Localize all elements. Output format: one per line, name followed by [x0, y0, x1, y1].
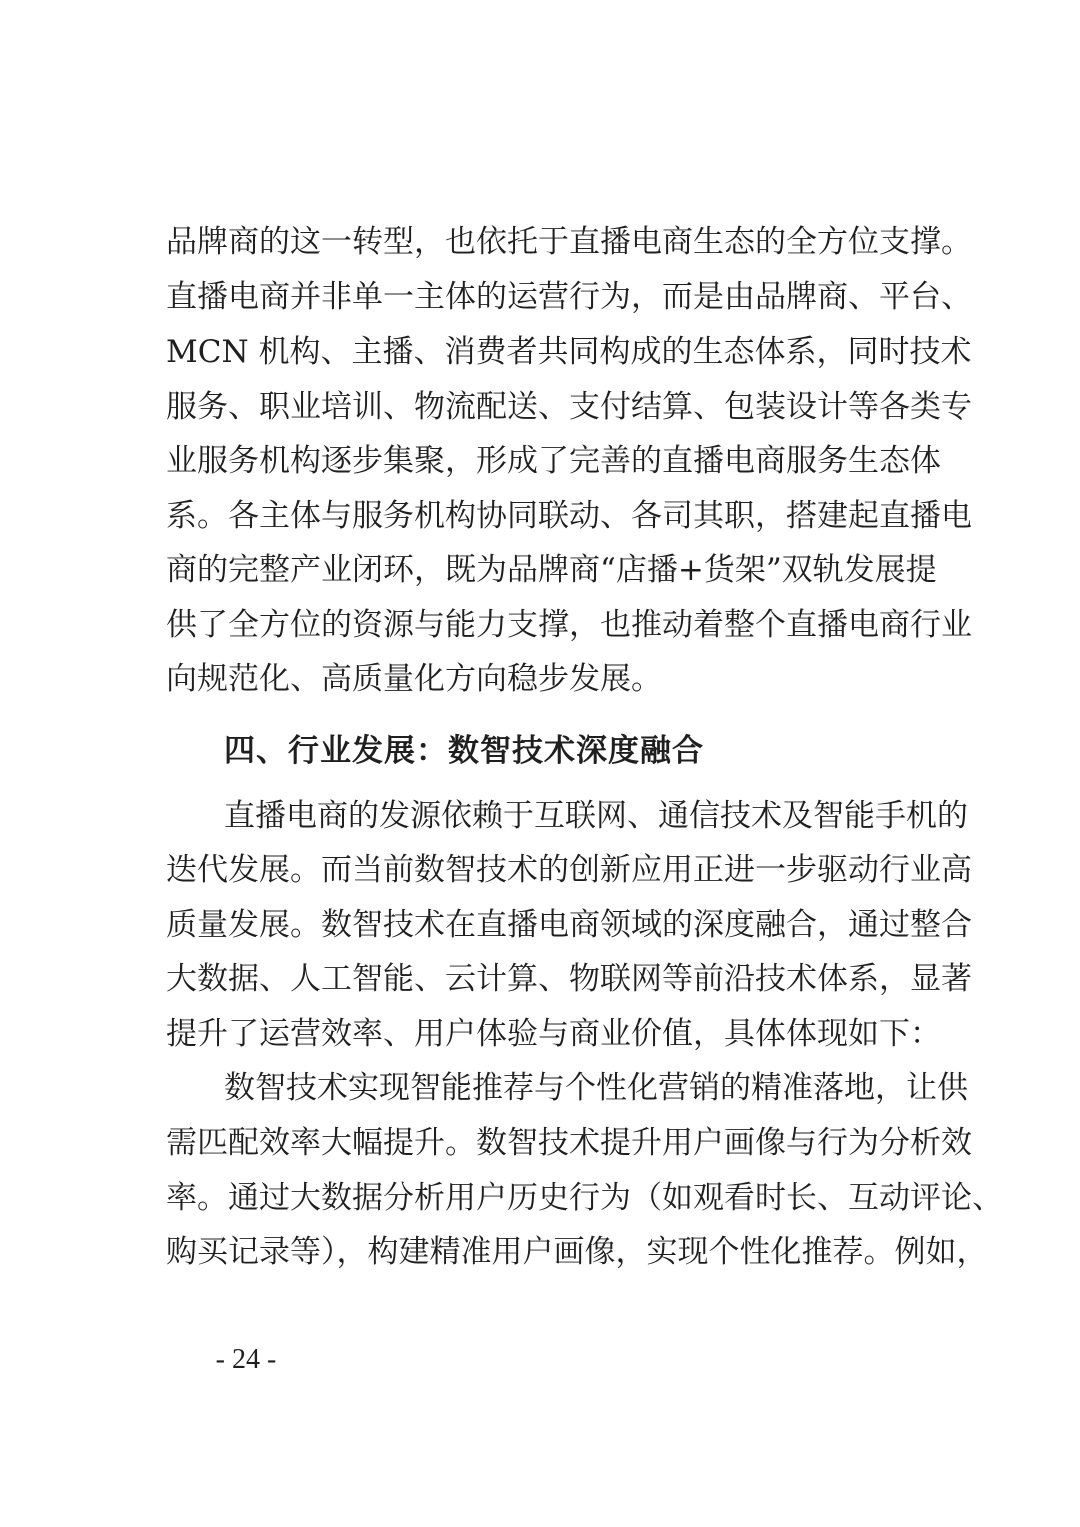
paragraph-3-line-3: 率。通过大数据分析用户历史行为（如观看时长、互动评论、: [166, 1180, 1003, 1216]
page-number: - 24 -: [215, 1344, 277, 1375]
section-heading: 四、行业发展：数智技术深度融合: [224, 733, 704, 769]
paragraph-1-line-5: 业服务机构逐步集聚，形成了完善的直播电商服务生态体: [166, 443, 941, 479]
paragraph-2-line-1: 直播电商的发源依赖于互联网、通信技术及智能手机的: [224, 798, 968, 834]
paragraph-2-line-5: 提升了运营效率、用户体验与商业价值，具体体现如下：: [166, 1016, 941, 1052]
paragraph-2-line-2: 迭代发展。而当前数智技术的创新应用正进一步驱动行业高: [166, 852, 972, 888]
paragraph-1-line-9: 向规范化、高质量化方向稳步发展。: [166, 661, 662, 697]
paragraph-1-line-4: 服务、职业培训、物流配送、支付结算、包装设计等各类专: [166, 389, 972, 425]
paragraph-1-line-2: 直播电商并非单一主体的运营行为，而是由品牌商、平台、: [166, 279, 972, 315]
paragraph-1-line-6: 系。各主体与服务机构协同联动、各司其职，搭建起直播电: [166, 498, 972, 534]
paragraph-1-line-8: 供了全方位的资源与能力支撑，也推动着整个直播电商行业: [166, 607, 972, 643]
paragraph-2-line-3: 质量发展。数智技术在直播电商领域的深度融合，通过整合: [166, 907, 972, 943]
paragraph-1-line-7: 商的完整产业闭环，既为品牌商“店播+货架”双轨发展提: [166, 552, 937, 588]
paragraph-1-line-3: MCN 机构、主播、消费者共同构成的生态体系，同时技术: [166, 334, 972, 370]
paragraph-3-line-1: 数智技术实现智能推荐与个性化营销的精准落地，让供: [224, 1070, 968, 1106]
paragraph-3-line-2: 需匹配效率大幅提升。数智技术提升用户画像与行为分析效: [166, 1125, 972, 1161]
paragraph-2-line-4: 大数据、人工智能、云计算、物联网等前沿技术体系，显著: [166, 961, 972, 997]
paragraph-3-line-4: 购买记录等），构建精准用户画像，实现个性化推荐。例如，: [166, 1234, 988, 1270]
paragraph-1-line-1: 品牌商的这一转型，也依托于直播电商生态的全方位支撑。: [166, 224, 972, 260]
